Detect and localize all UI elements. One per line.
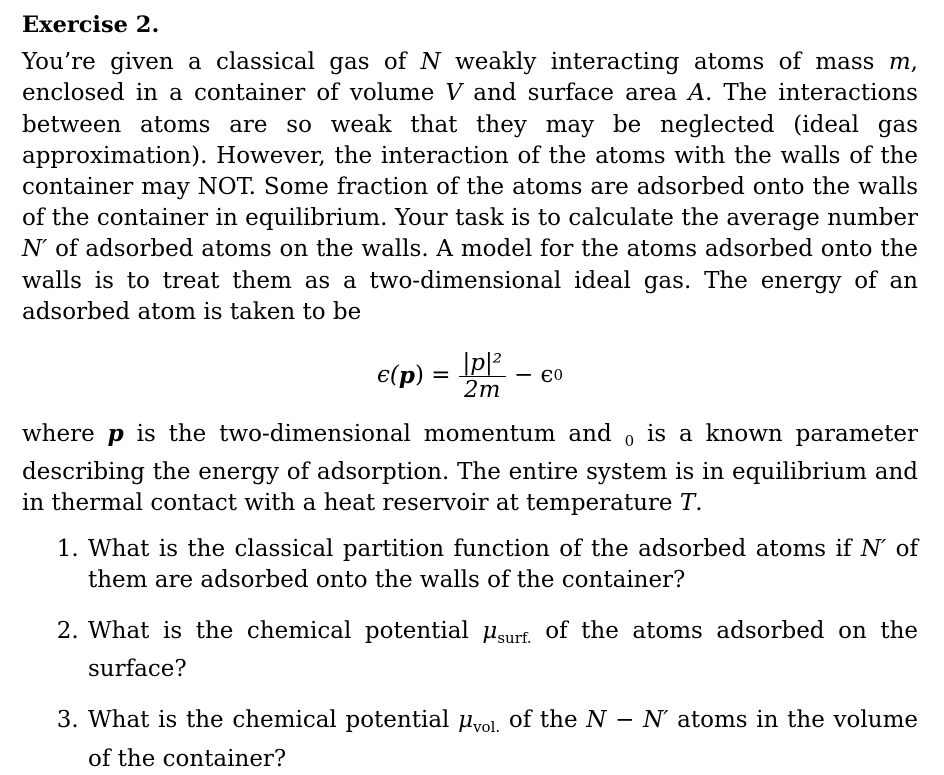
intro-text-a: You’re given a classical gas of bbox=[22, 49, 421, 76]
equation-lhs-p: p bbox=[398, 362, 415, 390]
intro-text-d: and surface area bbox=[462, 80, 689, 107]
symbol-N: N bbox=[420, 49, 441, 76]
equation-denominator: 2m bbox=[464, 376, 501, 403]
exercise-title: Exercise 2. bbox=[22, 12, 160, 38]
q1-text-b: of them are adsorbed onto the walls of the container? bbox=[88, 535, 918, 593]
q2-symbol: μ bbox=[482, 618, 498, 645]
intro-text-b: weakly interacting atoms of mass bbox=[440, 49, 889, 76]
symbol-T: T bbox=[679, 490, 696, 517]
para2-text-a: where bbox=[22, 421, 108, 448]
q2-subscript: surf. bbox=[497, 629, 532, 648]
para2-text-c: is a known parameter describing the energy of adsorption. The entire system is in equilibrium and in thermal contact with a heat reservoir at temperature bbox=[22, 421, 919, 517]
equation-rhs-sub: 0 bbox=[553, 366, 563, 385]
q1-symbol: N′ bbox=[860, 535, 887, 562]
symbol-A: A bbox=[688, 80, 705, 107]
intro-text-f: of adsorbed atoms on the walls. A model for the atoms adsorbed onto the walls is to treat them as a two-dimensional ideal gas. The energy of an adsorbed atom is taken to be bbox=[22, 236, 918, 325]
equation-fraction bbox=[459, 350, 506, 403]
symbol-zero: 0 bbox=[624, 432, 635, 451]
symbol-p: p bbox=[107, 420, 124, 448]
q3-subscript: vol. bbox=[473, 718, 501, 737]
symbol-V: V bbox=[445, 80, 463, 107]
q3-text-a: What is the chemical potential bbox=[88, 707, 459, 734]
equation-lhs-close: ) = bbox=[414, 362, 451, 389]
question-1 bbox=[86, 534, 918, 596]
q3-symbol: μ bbox=[458, 707, 474, 734]
para2-text-b: is the two-dimensional momentum and bbox=[123, 421, 625, 448]
q2-text-a: What is the chemical potential bbox=[88, 618, 483, 645]
para2-text-d: . bbox=[695, 490, 703, 517]
intro-text-c: , enclosed in a container of volume bbox=[22, 49, 918, 107]
symbol-N-prime: N′ bbox=[22, 236, 48, 263]
q3-text-b: of the bbox=[500, 707, 587, 734]
context-paragraph bbox=[22, 418, 918, 520]
energy-equation bbox=[22, 346, 918, 406]
intro-paragraph bbox=[22, 47, 918, 328]
question-3 bbox=[86, 705, 918, 774]
q3-text-c: atoms in the volume of the container? bbox=[88, 707, 918, 772]
q2-text-b: of the atoms adsorbed on the surface? bbox=[88, 618, 918, 683]
question-2 bbox=[86, 616, 918, 685]
question-list bbox=[22, 534, 918, 775]
q1-text-a: What is the classical partition function of the adsorbed atoms if bbox=[88, 535, 861, 562]
equation-lhs: ϵ( bbox=[377, 362, 399, 389]
equation-rhs: − ϵ bbox=[513, 362, 554, 389]
intro-text-e: . The interactions between atoms are so weak that they may be neglected (ideal gas approximation). However, the interaction of the atoms with the walls of the container may NOT. Some fraction of the atoms are adsorbed onto the walls of the container in equilibrium. Your task is to calculate the average number bbox=[22, 80, 918, 232]
symbol-m: m bbox=[888, 49, 911, 76]
q3-expression: N − N′ bbox=[586, 707, 669, 734]
equation-numerator: |p|² bbox=[459, 350, 506, 377]
